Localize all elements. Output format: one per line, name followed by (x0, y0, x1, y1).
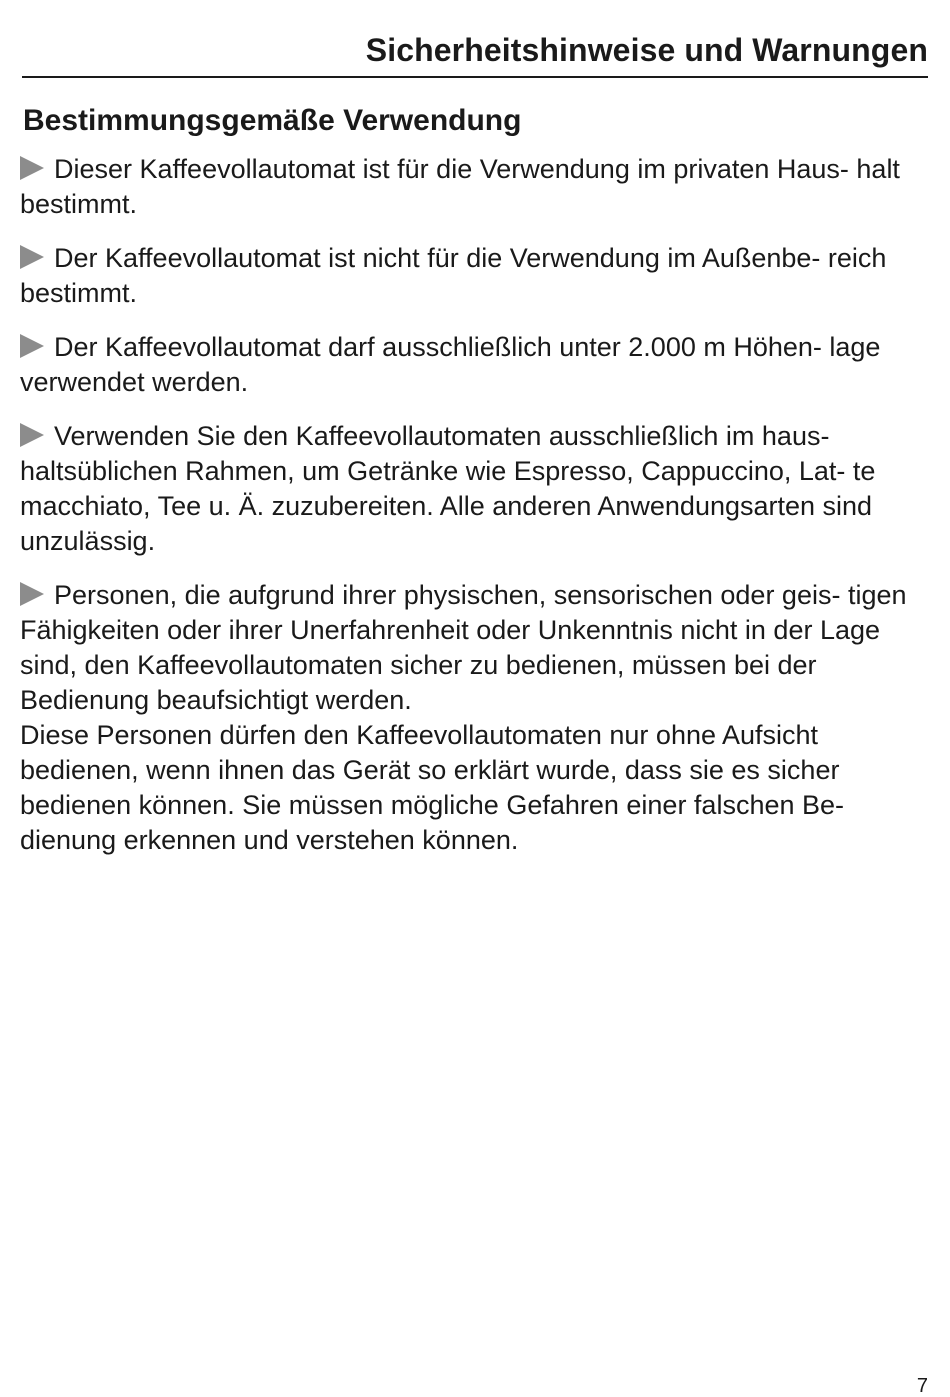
item-text: Dieser Kaffeevollautomat ist für die Verwendung im privaten Haus- halt bestimmt. (20, 154, 900, 219)
paragraph (20, 718, 928, 858)
paragraph (20, 419, 928, 559)
instruction-list (20, 152, 928, 858)
list-item (20, 578, 928, 858)
page-header (22, 24, 928, 78)
paragraph (20, 241, 928, 311)
paragraph (20, 152, 928, 222)
triangle-right-icon (20, 156, 44, 180)
page-number: 7 (916, 1375, 928, 1397)
section-title: Bestimmungsgemäße Verwendung (23, 104, 522, 137)
list-item (20, 419, 928, 559)
list-item (20, 330, 928, 400)
list-item (20, 152, 928, 222)
item-text: Diese Personen dürfen den Kaffeevollautomaten nur ohne Aufsicht bedienen, wenn ihnen das Gerät so erklärt wurde, dass sie es sicher bedienen können. Sie müssen mögliche Gefahren einer falschen Be- dienung erkennen und verstehen können. (20, 720, 845, 855)
item-text: Personen, die aufgrund ihrer physischen, sensorischen oder geis- tigen Fähigkeiten oder ihrer Unerfahrenheit oder Unkenntnis nicht in der Lage sind, den Kaffeevollautomaten sicher zu bedienen, müssen bei der Bedienung beaufsichtigt werden. (20, 580, 907, 715)
triangle-right-icon (20, 423, 44, 447)
triangle-right-icon (20, 582, 44, 606)
item-text: Der Kaffeevollautomat darf ausschließlich unter 2.000 m Höhen- lage verwendet werden. (20, 332, 881, 397)
content (20, 100, 928, 877)
paragraph (20, 578, 928, 718)
triangle-right-icon (20, 334, 44, 358)
page-title: Sicherheitshinweise und Warnungen (365, 32, 928, 68)
triangle-right-icon (20, 245, 44, 269)
item-text: Verwenden Sie den Kaffeevollautomaten ausschließlich im haus- haltsüblichen Rahmen, um Getränke wie Espresso, Cappuccino, Lat- te macchiato, Tee u. Ä. zuzubereiten. Alle anderen Anwendungsarten sind unzulässig. (20, 421, 876, 556)
item-text: Der Kaffeevollautomat ist nicht für die Verwendung im Außenbe- reich bestimmt. (20, 243, 887, 308)
paragraph (20, 330, 928, 400)
list-item (20, 241, 928, 311)
